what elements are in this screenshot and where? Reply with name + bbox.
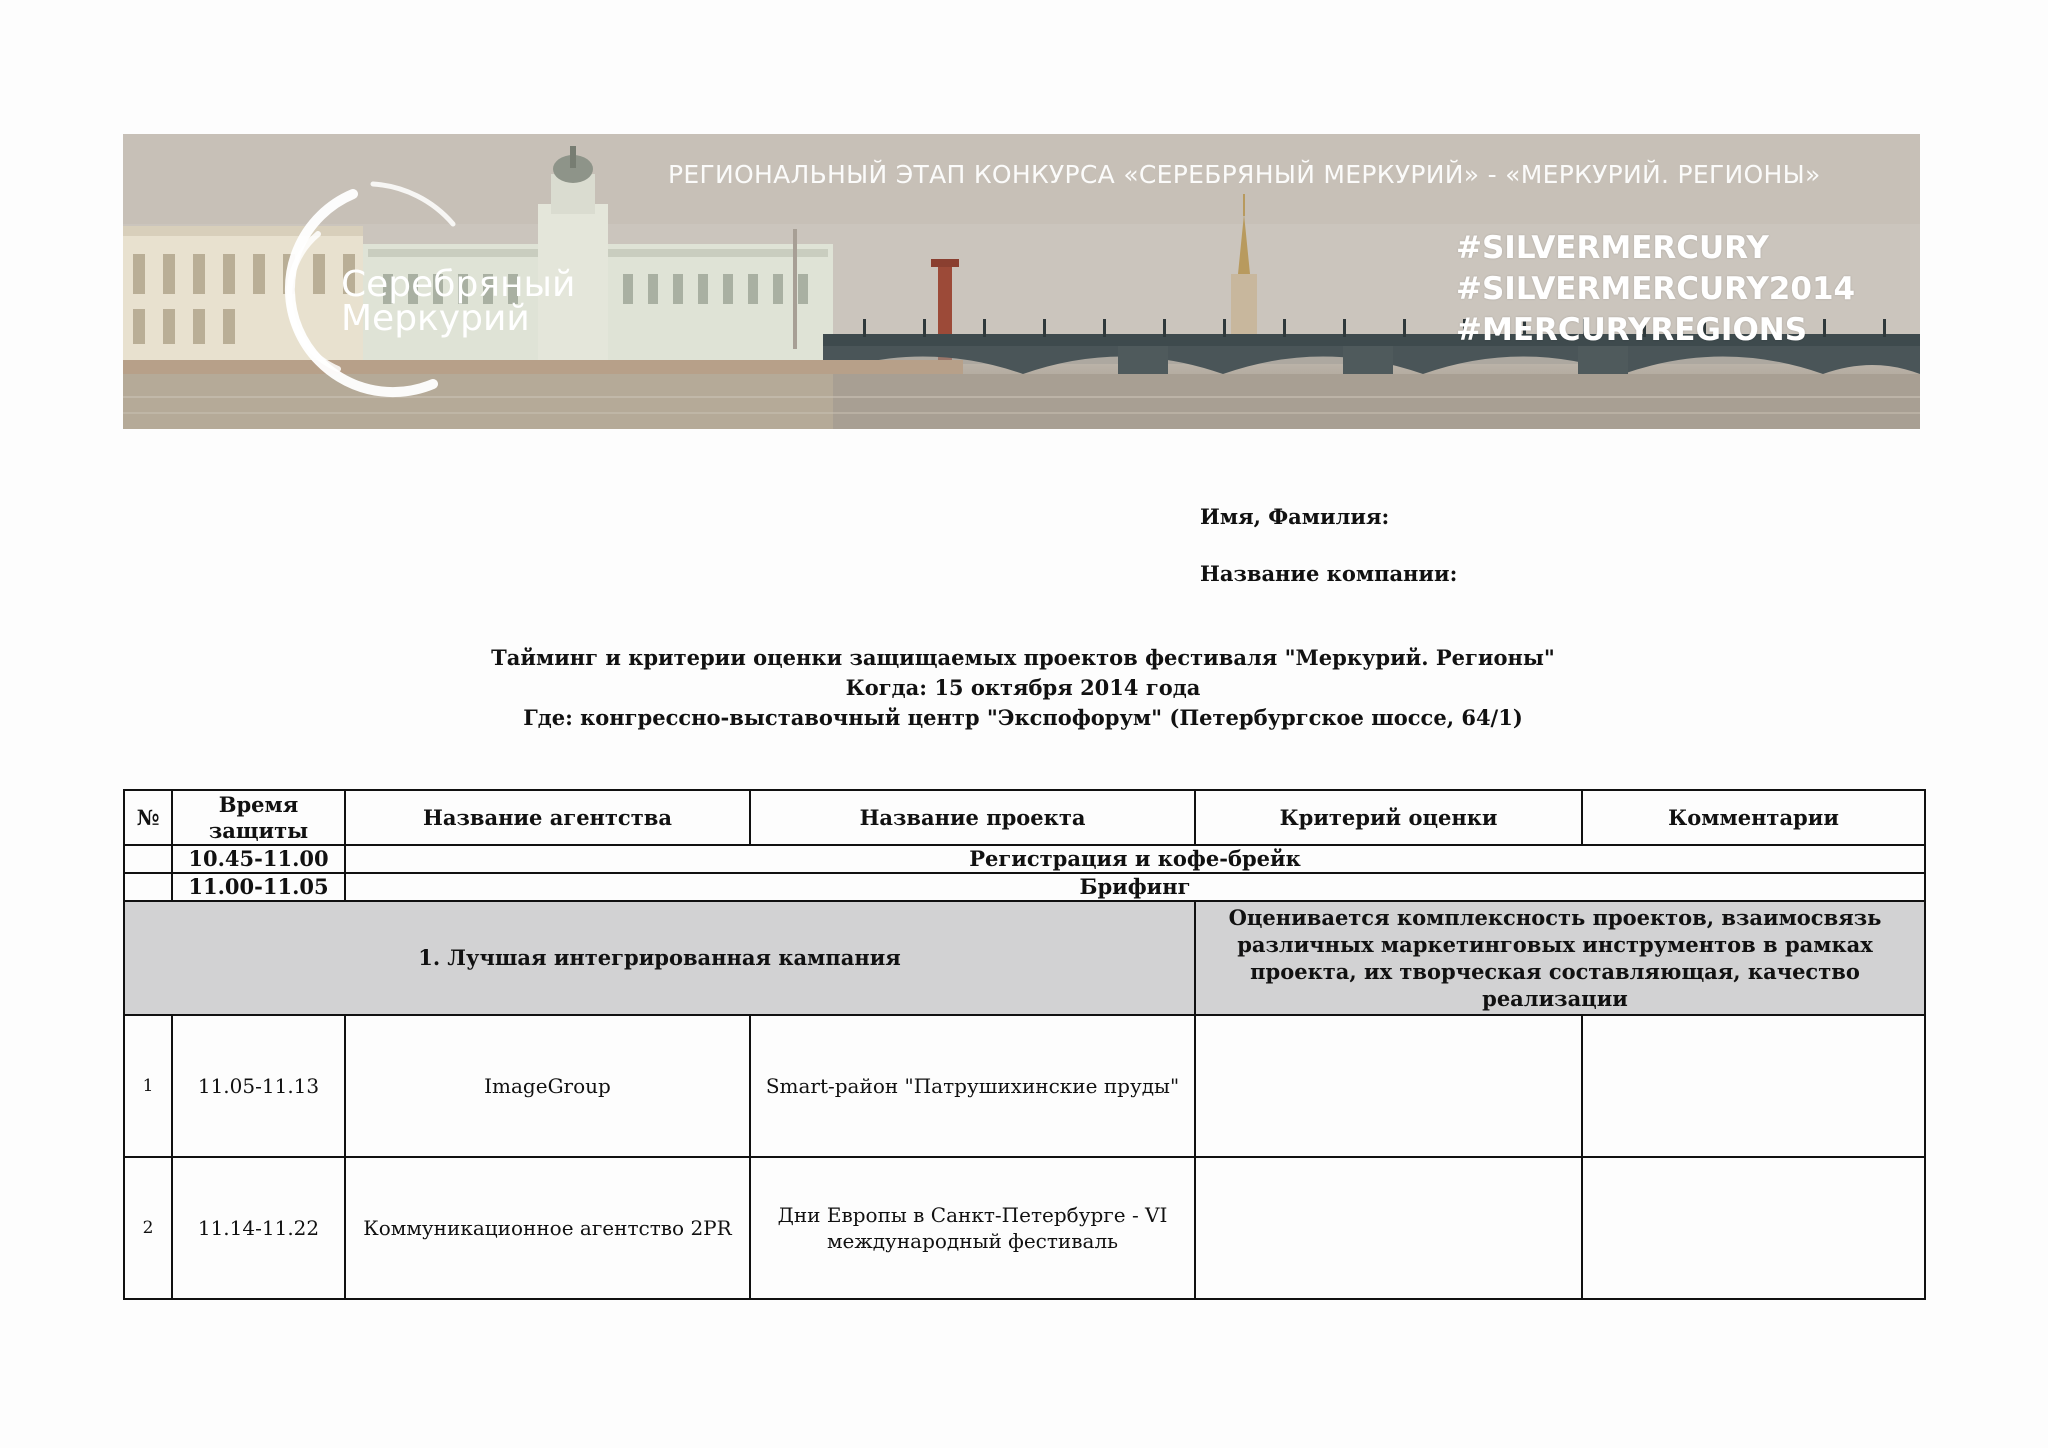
banner-contest-title: РЕГИОНАЛЬНЫЙ ЭТАП КОНКУРСА «СЕРЕБРЯНЫЙ МЕРКУРИЙ» - «МЕРКУРИЙ. РЕГИОНЫ» <box>668 160 1821 189</box>
row-criterion-input[interactable] <box>1195 1015 1582 1157</box>
break-label: Брифинг <box>345 873 1925 901</box>
row-project: Smart-район "Патрушихинские пруды" <box>750 1015 1195 1157</box>
heading-date: Когда: 15 октября 2014 года <box>845 675 1201 700</box>
name-field-label: Имя, Фамилия: <box>1200 504 1390 529</box>
row-time: 11.14-11.22 <box>172 1157 345 1299</box>
table-row <box>124 1015 1925 1157</box>
logo-line-1: Серебряный <box>341 264 576 305</box>
hashtag: #SILVERMERCURY2014 <box>1456 271 1856 307</box>
break-num-cell <box>124 873 172 901</box>
row-comments-input[interactable] <box>1582 1015 1925 1157</box>
row-comments-input[interactable] <box>1582 1157 1925 1299</box>
heading-venue: Где: конгрессно-выставочный центр "Экспофорум" (Петербургское шоссе, 64/1) <box>523 705 1523 730</box>
row-agency: Коммуникационное агентство 2PR <box>345 1157 750 1299</box>
company-field-label: Название компании: <box>1200 561 1458 586</box>
row-number: 1 <box>124 1015 172 1157</box>
row-project: Дни Европы в Санкт-Петербурге - VI международный фестиваль <box>750 1157 1195 1299</box>
category-title: 1. Лучшая интегрированная кампания <box>124 901 1195 1015</box>
break-time: 11.00-11.05 <box>172 873 345 901</box>
schedule-table <box>123 789 1926 1300</box>
silver-mercury-logo <box>341 264 576 339</box>
hashtag: #SILVERMERCURY <box>1456 230 1769 266</box>
break-label: Регистрация и кофе-брейк <box>345 845 1925 873</box>
header-comments: Комментарии <box>1582 790 1925 845</box>
header-project: Название проекта <box>750 790 1195 845</box>
header-time: Время защиты <box>172 790 345 845</box>
header-criterion: Критерий оценки <box>1195 790 1582 845</box>
break-row <box>124 873 1925 901</box>
break-row <box>124 845 1925 873</box>
category-row <box>124 901 1925 1015</box>
row-criterion-input[interactable] <box>1195 1157 1582 1299</box>
document-heading <box>123 643 1923 733</box>
heading-title: Тайминг и критерии оценки защищаемых проектов фестиваля "Меркурий. Регионы" <box>491 645 1555 670</box>
row-number: 2 <box>124 1157 172 1299</box>
header-agency: Название агентства <box>345 790 750 845</box>
row-agency: ImageGroup <box>345 1015 750 1157</box>
hashtag: #MERCURYREGIONS <box>1456 312 1808 348</box>
header-banner <box>123 134 1920 429</box>
break-num-cell <box>124 845 172 873</box>
category-criterion: Оценивается комплексность проектов, взаимосвязь различных маркетинговых инструментов в рамках проекта, их творческая составляющая, качество реализации <box>1195 901 1925 1015</box>
logo-line-2: Меркурий <box>341 298 530 339</box>
row-time: 11.05-11.13 <box>172 1015 345 1157</box>
break-time: 10.45-11.00 <box>172 845 345 873</box>
header-num: № <box>124 790 172 845</box>
banner-hashtags <box>1456 228 1855 351</box>
table-row <box>124 1157 1925 1299</box>
table-header-row <box>124 790 1925 845</box>
